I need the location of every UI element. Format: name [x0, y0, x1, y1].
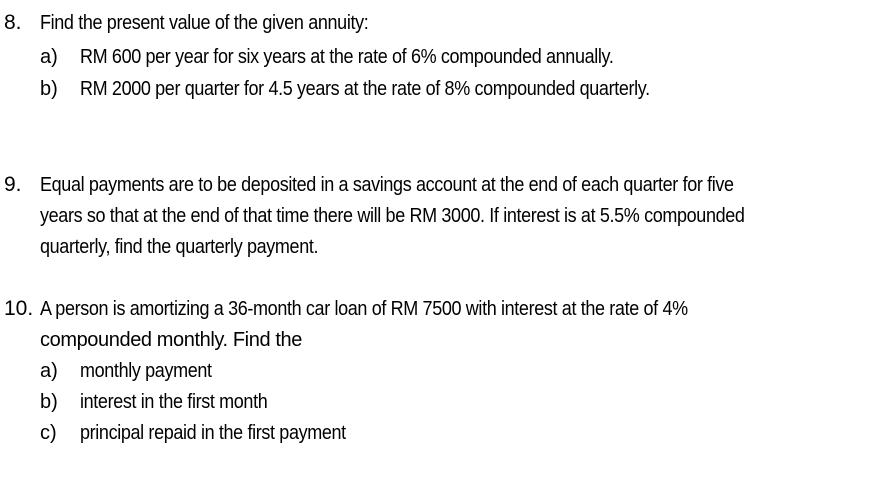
part-label: c) — [40, 422, 57, 444]
question-number: 10. — [4, 297, 34, 320]
part-label: a) — [40, 46, 58, 68]
part-text: RM 2000 per quarter for 4.5 years at the rate of 8% compounded quarterly. — [80, 78, 650, 100]
question-text: years so that at the end of that time there will be RM 3000. If interest is at 5.5% compounded — [40, 205, 745, 227]
part-label: b) — [40, 78, 58, 100]
question-number: 9. — [4, 173, 22, 196]
part-text: principal repaid in the first payment — [80, 422, 346, 444]
part-text: interest in the first month — [80, 391, 268, 413]
part-label: a) — [40, 360, 58, 382]
question-text: quarterly, find the quarterly payment. — [40, 236, 319, 258]
part-label: b) — [40, 391, 58, 413]
question-text: Equal payments are to be deposited in a savings account at the end of each quarter for five — [40, 174, 734, 196]
question-text: Find the present value of the given annuity: — [40, 12, 369, 34]
question-text: A person is amortizing a 36-month car loan of RM 7500 with interest at the rate of 4% — [40, 298, 688, 320]
part-text: RM 600 per year for six years at the rate of 6% compounded annually. — [80, 46, 614, 68]
question-text: compounded monthly. Find the — [40, 329, 302, 351]
part-text: monthly payment — [80, 360, 212, 382]
question-number: 8. — [4, 11, 22, 34]
